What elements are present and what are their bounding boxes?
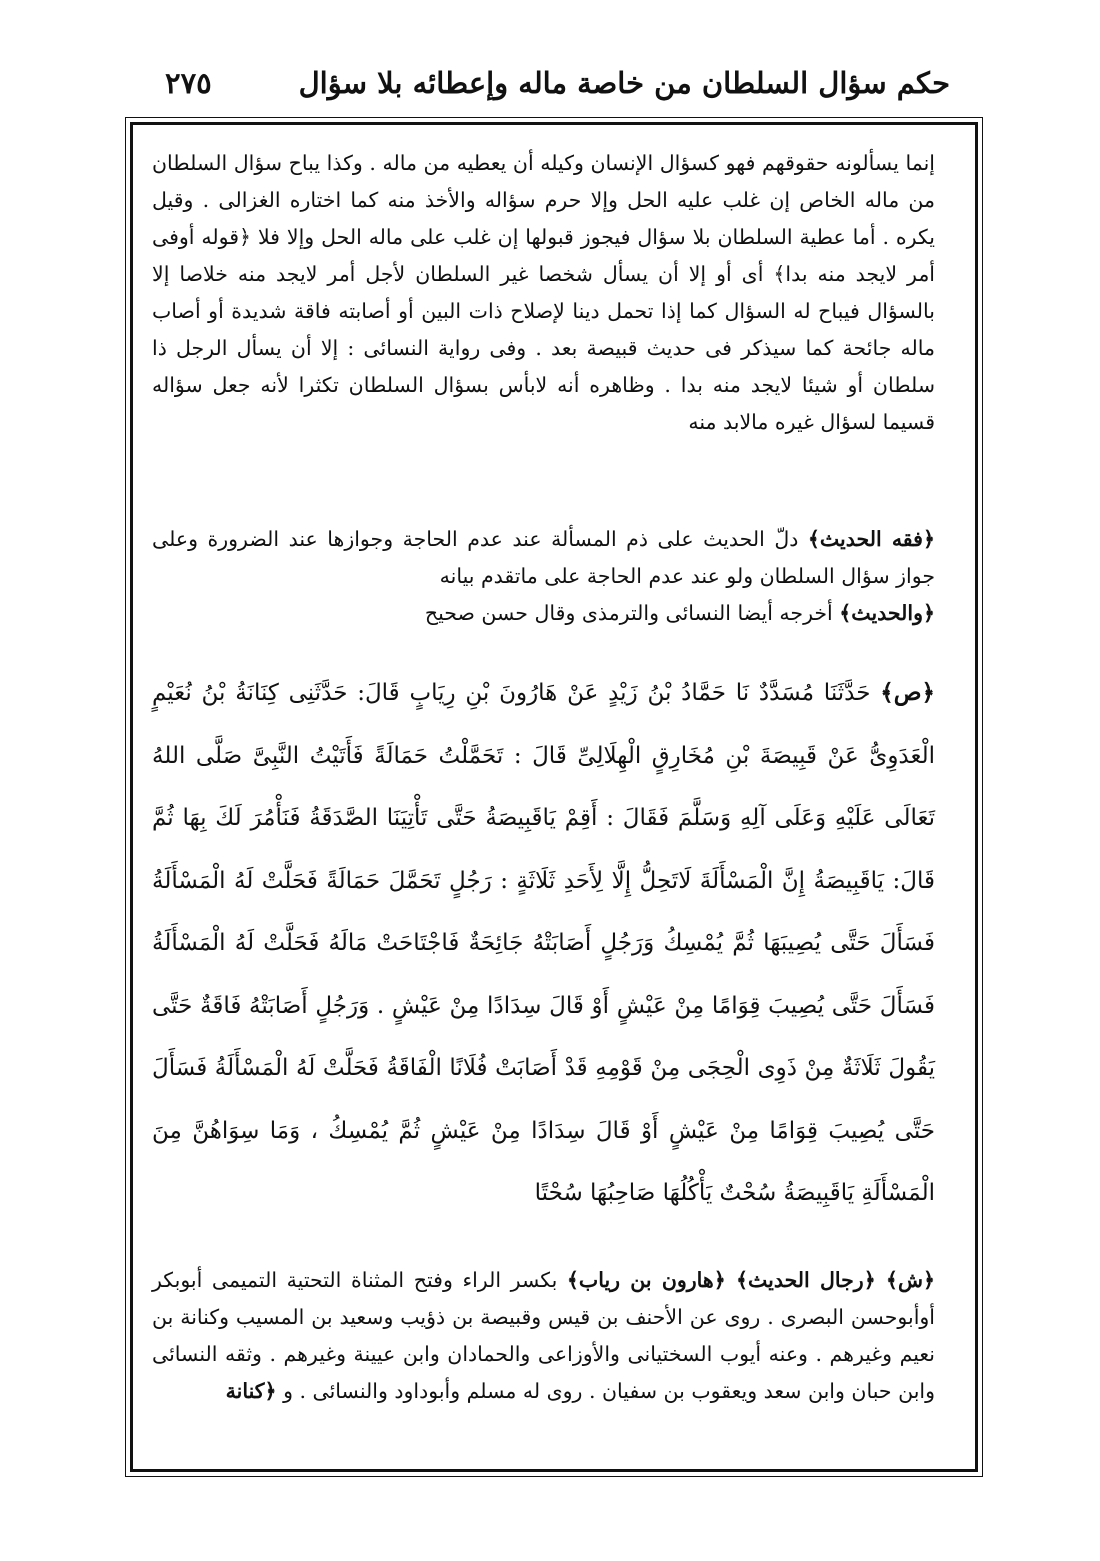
hadith-text: حَدَّثَنَا مُسَدَّدٌ نَا حَمَّادُ بْنُ زَيْدٍ عَنْ هَارُونَ بْنِ رِيَابٍ قَالَ: حَدَّثَنِى كِنَانَةُ بْنُ نُعَيْمٍ الْعَدَوِىُّ عَنْ قَبِيصَةَ بْنِ مُخَارِقٍ الْهِلَالِىِّ قَالَ : تَحَمَّلْتُ حَمَالَةً فَأَتَيْتُ النَّبِىَّ صَلَّى اللهُ تَعَالَى عَلَيْهِ وَعَلَى آلِهِ وَسَلَّمَ فَقَالَ : أَقِمْ يَاقَبِيصَةُ حَتَّى تَأْتِيَنَا الصَّدَقَةُ فَنَأْمُرَ لَكَ بِهَا ثُمَّ قَالَ: يَاقَبِيصَةُ إِنَّ الْمَسْأَلَةَ لَاتَحِلُّ إِلَّا لِأَحَدِ ثَلَاثَةٍ : رَجُلٍ تَحَمَّلَ حَمَالَةً فَحَلَّتْ لَهُ الْمَسْأَلَةُ فَسَأَلَ حَتَّى يُصِيبَهَا ثُمَّ يُمْسِكُ وَرَجُلٍ أَصَابَتْهُ جَائِحَةٌ فَاجْتَاحَتْ مَالَهُ فَحَلَّتْ لَهُ الْمَسْأَلَةُ فَسَأَلَ حَتَّى يُصِيبَ قِوَامًا مِنْ عَيْشٍ أَوْ قَالَ سِدَادًا مِنْ عَيْشٍ . وَرَجُلٍ أَصَابَتْهُ فَاقَةٌ حَتَّى يَقُولَ ثَلَاثَةٌ مِنْ ذَوِى الْحِجَى مِنْ قَوْمِهِ قَدْ أَصَابَتْ فُلَانًا الْفَاقَةُ فَحَلَّتْ لَهُ الْمَسْأَلَةُ فَسَأَلَ حَتَّى يُصِيبَ قِوَامًا مِنْ عَيْشٍ أَوْ قَالَ سِدَادًا مِنْ عَيْشٍ ثُمَّ يُمْسِكُ ، وَمَا سِوَاهُنَّ مِنَ الْمَسْأَلَةِ يَاقَبِيصَةُ سُحْتٌ يَأْكُلُهَا صَاحِبُهَا سُحْتًا <box>152 680 935 1206</box>
fiqh-paragraph <box>152 521 935 595</box>
fiqh-text: دلّ الحديث على ذم المسألة عند عدم الحاجة وجوازها عند الضرورة وعلى جواز سؤال السلطان ولو عند عدم الحاجة على ماتقدم بيانه <box>152 527 935 588</box>
takhrij-paragraph <box>152 595 935 632</box>
running-title: حكم سؤال السلطان من خاصة ماله وإعطائه بلا سؤال <box>298 66 950 100</box>
hadith-block <box>152 658 935 1225</box>
rijal-trailing-label: ﴿كنانة <box>225 1379 277 1403</box>
page-number: ٢٧٥ <box>165 66 212 100</box>
takhrij-label: ﴿والحديث﴾ <box>839 601 935 625</box>
page-header <box>150 58 950 108</box>
rijal-text: بكسر الراء وفتح المثناة التحتية التميمى أبوبكر أوأبوحسن البصرى . روى عن الأحنف بن قيس وقبيصة بن ذؤيب وسعيد بن المسيب وكنانة بن نعيم وغيرهم . وعنه أيوب السختيانى والأوزاعى والحمادان وابن عيينة وغيرهم . وثقه النسائى وابن حبان وابن سعد ويعقوب بن سفيان . روى له مسلم وأبوداود والنسائى . و <box>152 1268 935 1403</box>
rijal-label: ﴿ش﴾ ﴿رجال الحديث﴾ ﴿هارون بن رياب﴾ <box>566 1268 935 1292</box>
hadith-label: ﴿ص﴾ <box>880 679 935 706</box>
fiqh-label: ﴿فقه الحديث﴾ <box>807 527 935 551</box>
rijal-paragraph <box>152 1262 935 1410</box>
rijal-block <box>152 1262 935 1410</box>
takhrij-text: أخرجه أيضا النسائى والترمذى وقال حسن صحيح <box>424 601 833 625</box>
hadith-paragraph <box>152 658 935 1225</box>
commentary-paragraph: إنما يسألونه حقوقهم فهو كسؤال الإنسان وكيله أن يعطيه من ماله . وكذا يباح سؤال السلطان من ماله الخاص إن غلب عليه الحل وإلا حرم سؤاله والأخذ منه كما اختاره الغزالى . وقيل يكره . أما عطية السلطان بلا سؤال فيجوز قبولها إن غلب على ماله الحل وإلا فلا ﴿قوله أوفى أمر لايجد منه بدا﴾ أى أو إلا أن يسأل شخصا غير السلطان لأجل أمر لايجد منه خلاصا إلا بالسؤال فيباح له السؤال كما إذا تحمل دينا لإصلاح ذات البين أو أصابته فاقة شديدة أو أصاب ماله جائحة كما سيذكر فى حديث قبيصة بعد . وفى رواية النسائى : إلا أن يسأل الرجل ذا سلطان أو شيئا لايجد منه بدا . وظاهره أنه لابأس بسؤال السلطان تكثرا لأنه جعل سؤاله قسيما لسؤال غيره مالابد منه <box>152 151 935 434</box>
fiqh-block <box>152 521 935 632</box>
commentary-block <box>152 145 935 441</box>
